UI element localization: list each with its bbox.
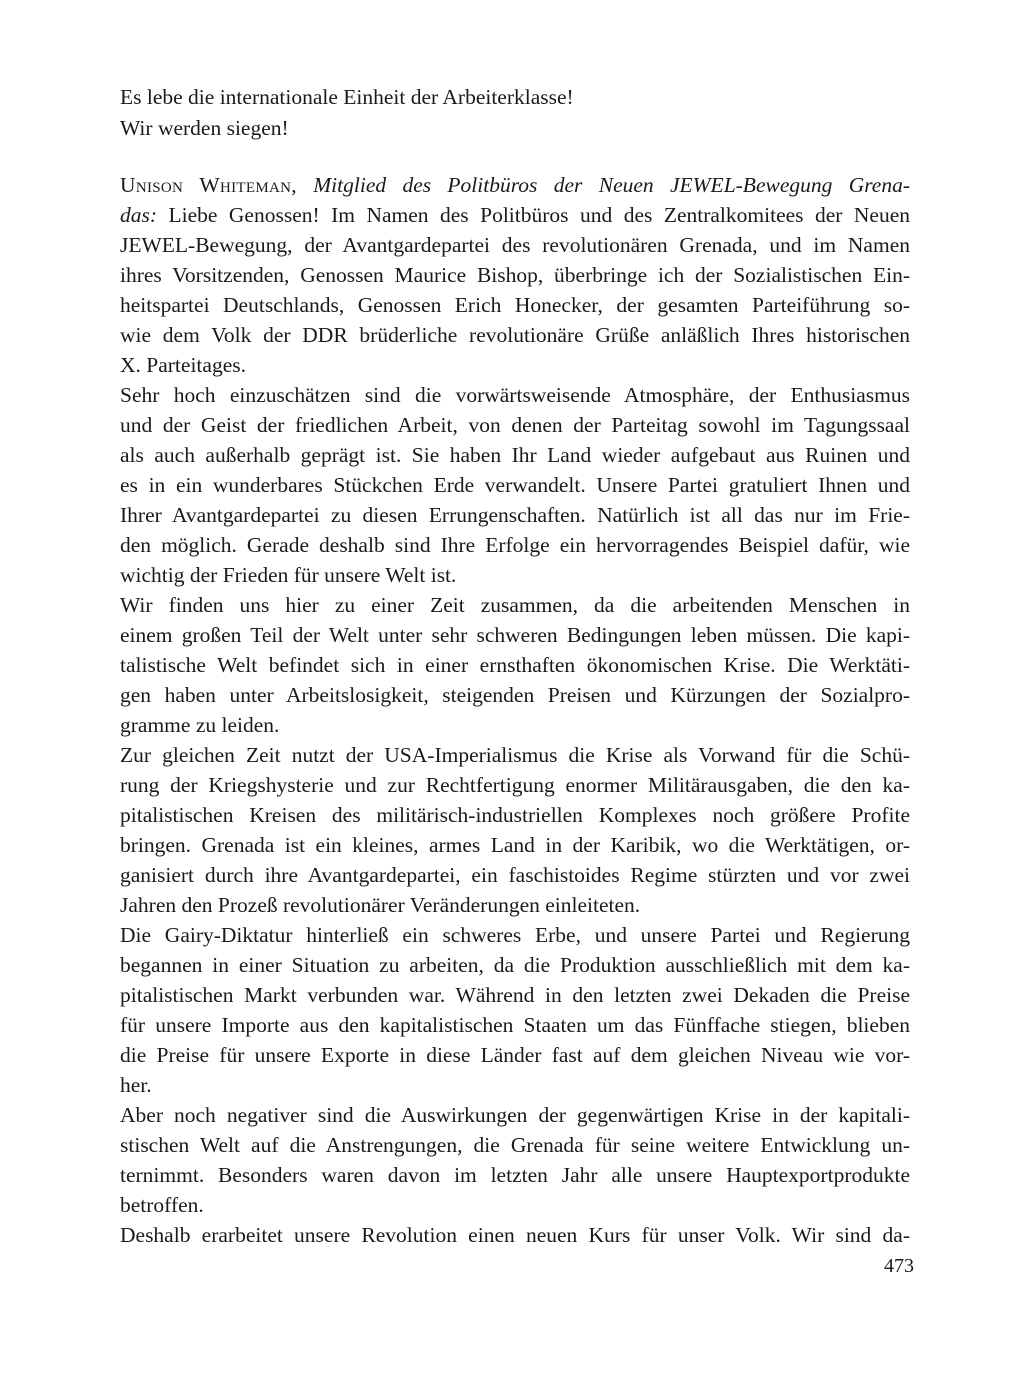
text-line: heitspartei Deutschlands, Genossen Erich Honecker, der gesamten Parteiführung so- (120, 293, 910, 317)
text-line: stischen Welt auf die Anstrengungen, die Grenada für seine weitere Entwicklung un- (120, 1133, 910, 1157)
text-line: gramme zu leiden. (120, 713, 280, 737)
paragraph-start: Deshalb erarbeitet unsere Revolution einen neuen Kurs für unser Volk. Wir sind da- (120, 1223, 910, 1247)
text-line: wichtig der Frieden für unsere Welt ist. (120, 563, 457, 587)
paragraph-start: Sehr hoch einzuschätzen sind die vorwärtsweisende Atmosphäre, der Enthusiasmus (120, 383, 910, 407)
text-line: begannen in einer Situation zu arbeiten, da die Produktion ausschließlich mit dem ka- (120, 953, 910, 977)
paragraph-start: Wir finden uns hier zu einer Zeit zusammen, da die arbeitenden Menschen in (120, 593, 910, 617)
text-line: Wir werden siegen! (120, 116, 289, 140)
speaker-name: Unison Whiteman, (120, 173, 297, 197)
text-line: her. (120, 1073, 152, 1097)
text-line: gen haben unter Arbeitslosigkeit, steigenden Preisen und Kürzungen der Sozialpro- (120, 683, 910, 707)
text-line: einem großen Teil der Welt unter sehr schweren Bedingungen leben müssen. Die kapi- (120, 623, 910, 647)
text-line: X. Parteitages. (120, 353, 246, 377)
text-line: es in ein wunderbares Stückchen Erde verwandelt. Unsere Partei gratuliert Ihnen und (120, 473, 910, 497)
speaker-role-cont: das: (120, 203, 158, 227)
text-line: rung der Kriegshysterie und zur Rechtfertigung enormer Militärausgaben, die den ka- (120, 773, 910, 797)
paragraph-start: Zur gleichen Zeit nutzt der USA-Imperialismus die Krise als Vorwand für die Schü- (120, 743, 910, 767)
speaker-heading-line-2 (120, 200, 910, 230)
text-line: die Preise für unsere Exporte in diese Länder fast auf dem gleichen Niveau wie vor- (120, 1043, 910, 1067)
text-line: für unsere Importe aus den kapitalistischen Staaten um das Fünffache stiegen, blieben (120, 1013, 910, 1037)
text-line: als auch außerhalb geprägt ist. Sie haben Ihr Land wieder aufgebaut aus Ruinen und (120, 443, 910, 467)
text-line: ternimmt. Besonders waren davon im letzten Jahr alle unsere Hauptexportprodukte (120, 1163, 910, 1187)
page-number: 473 (884, 1255, 914, 1277)
text-line: pitalistischen Kreisen des militärisch-industriellen Komplexes noch größere Profite (120, 803, 910, 827)
text-line: wie dem Volk der DDR brüderliche revolutionäre Grüße anläßlich Ihres historischen (120, 323, 910, 347)
text-line: pitalistischen Markt verbunden war. Während in den letzten zwei Dekaden die Preise (120, 983, 910, 1007)
text-line: ganisiert durch ihre Avantgardepartei, ein faschistoides Regime stürzten und vor zwei (120, 863, 910, 887)
speaker-heading-line (120, 170, 910, 200)
text-line: den möglich. Gerade deshalb sind Ihre Erfolge ein hervorragendes Beispiel dafür, wie (120, 533, 910, 557)
text-line: JEWEL-Bewegung, der Avantgardepartei des revolutionären Grenada, und im Namen (120, 233, 910, 257)
speaker-role: Mitglied des Politbüros der Neuen JEWEL-Bewegung Grena- (313, 173, 910, 197)
text-line: talistische Welt befindet sich in einer ernsthaften ökonomischen Krise. Die Werktäti- (120, 653, 910, 677)
text-line: betroffen. (120, 1193, 204, 1217)
paragraph-start: Aber noch negativer sind die Auswirkungen der gegenwärtigen Krise in der kapitali- (120, 1103, 910, 1127)
text-line: Ihrer Avantgardepartei zu diesen Errungenschaften. Natürlich ist all das nur im Frie- (120, 503, 910, 527)
text-line: ihres Vorsitzenden, Genossen Maurice Bishop, überbringe ich der Sozialistischen Ein- (120, 263, 910, 287)
text-line: Es lebe die internationale Einheit der Arbeiterklasse! (120, 85, 574, 109)
text-line: Jahren den Prozeß revolutionärer Veränderungen einleiteten. (120, 893, 641, 917)
text-line: und der Geist der friedlichen Arbeit, von denen der Parteitag sowohl im Tagungssaal (120, 413, 910, 437)
paragraph-start: Die Gairy-Diktatur hinterließ ein schweres Erbe, und unsere Partei und Regierung (120, 923, 910, 947)
text-line: bringen. Grenada ist ein kleines, armes Land in der Karibik, wo die Werktätigen, or- (120, 833, 910, 857)
speech-text: Liebe Genossen! Im Namen des Politbüros und des Zentralkomitees der Neuen (168, 203, 911, 227)
